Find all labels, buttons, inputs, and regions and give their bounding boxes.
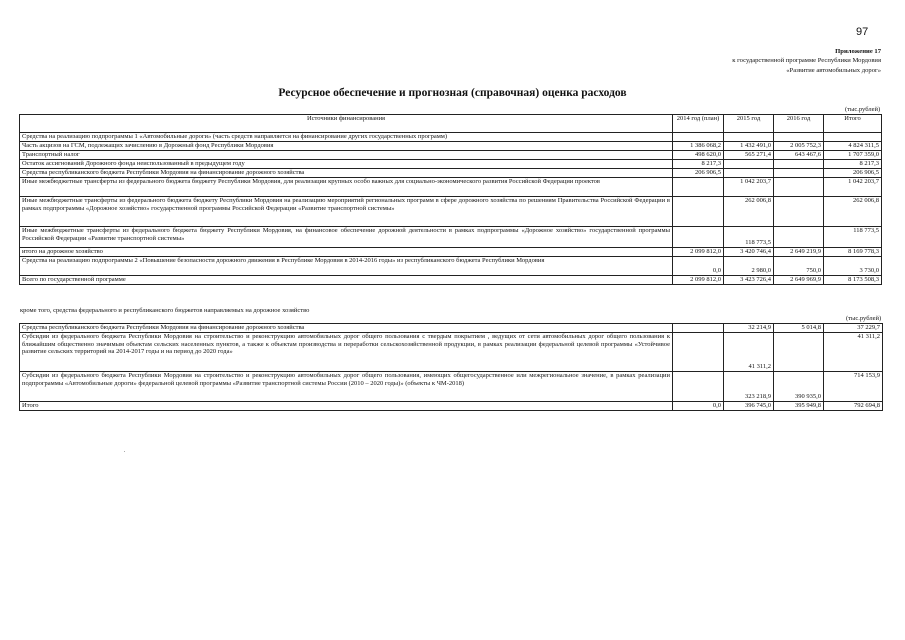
cell-2015: 262 006,8 (724, 197, 774, 227)
table-row (20, 333, 883, 372)
cell-2014 (673, 372, 724, 402)
cell-2016 (774, 169, 824, 178)
row-label: Средства республиканского бюджета Республики Мордовия на финансирование дорожного хозяйства (20, 169, 673, 178)
table-row (20, 248, 882, 257)
cell-2016: 390 935,0 (774, 372, 824, 402)
row-label: Средства на реализацию подпрограммы 2 «Повышение безопасности дорожного движения в Республике Мордовия в 2014-2016 годы» из республиканского бюджета Республики Мордовия (20, 257, 673, 276)
appendix-subprogram: «Развитие автомобильных дорог» (786, 66, 881, 74)
cell-total: 37 229,7 (824, 324, 883, 333)
row-label: Средства на реализацию подпрограммы 1 «Автомобильные дороги» (часть средств направляется на финансирование других государственных программ) (20, 133, 673, 142)
cell-total: 262 006,8 (824, 197, 882, 227)
table-row (20, 178, 882, 197)
page-number: 97 (856, 26, 869, 38)
row-label: Иные межбюджетные трансферты из федерального бюджета бюджету Республики Мордовия, для реализации крупных особо важных для социально-экономического развития Российской Федерации проектов (20, 178, 673, 197)
table-row (20, 160, 882, 169)
cell-total: 1 707 359,0 (824, 151, 882, 160)
row-label: Часть акцизов на ГСМ, подлежащих зачислению в Дорожный фонд Республики Мордовия (20, 142, 673, 151)
cell-total: 206 906,5 (824, 169, 882, 178)
note-text: кроме того, средства федерального и республиканского бюджетов направляемых на дорожное хозяйство (20, 307, 310, 314)
cell-2014: 2 099 812,0 (673, 276, 724, 285)
row-label: Средства республиканского бюджета Республики Мордовия на финансирование дорожного хозяйства (20, 324, 673, 333)
header-2014: 2014 год (план) (673, 115, 724, 133)
cell-2016: 395 949,8 (774, 402, 824, 411)
cell-2015: 1 042 203,7 (724, 178, 774, 197)
cell-2015: 3 423 726,4 (724, 276, 774, 285)
row-label: Остаток ассигнований Дорожного фонда неиспользованный в предыдущем году (20, 160, 673, 169)
appendix-block (732, 47, 881, 75)
cell-2014 (673, 333, 724, 372)
cell-2015: 118 773,5 (724, 227, 774, 248)
cell-2015 (724, 169, 774, 178)
cell-total: 1 042 203,7 (824, 178, 882, 197)
cell-2016 (774, 160, 824, 169)
cell-2015: 565 271,4 (724, 151, 774, 160)
row-label: Субсидии из федерального бюджета Республики Мордовия на строительство и реконструкцию автомобильных дорог общего пользования, имеющих общегосударственное или межрегиональное значение, в рамках реализации подпрограммы «Автомобильные дороги» федеральной целевой программы «Развитие транспортной системы России (2010 – 2020 годы)» (объекты к ЧМ-2018) (20, 372, 673, 402)
cell-2015: 32 214,9 (724, 324, 774, 333)
table-row (20, 227, 882, 248)
cell-total: 3 730,0 (824, 257, 882, 276)
funding-table (19, 114, 882, 285)
cell-total: 118 773,5 (824, 227, 882, 248)
table-row (20, 276, 882, 285)
additional-funding-table (19, 323, 883, 411)
row-label: Итого (20, 402, 673, 411)
row-label: Всего по государственной программе (20, 276, 673, 285)
cell-total: 4 824 311,5 (824, 142, 882, 151)
header-total: Итого (824, 115, 882, 133)
cell-total: 41 311,2 (824, 333, 883, 372)
cell-2015: 1 432 491,0 (724, 142, 774, 151)
cell-2014: 2 099 812,0 (673, 248, 724, 257)
unit-label-2: (тыс.рублей) (846, 315, 882, 322)
cell-2016: 643 467,6 (774, 151, 824, 160)
cell-2016: 5 014,8 (774, 324, 824, 333)
cell-2016 (774, 197, 824, 227)
cell-2015 (724, 160, 774, 169)
cell-2014: 498 620,0 (673, 151, 724, 160)
row-label: Субсидии из федерального бюджета Республики Мордовия на строительство и реконструкцию автомобильных дорог общего пользования с твердым покрытием , ведущих от сети автомобильных дорог общего пользования к ближайшим общественно значимым объектам сельских населенных пунктов, а также к объектам производства и переработки сельскохозяйственной продукции, в рамках реализации федеральной целевой программы «Устойчивое развитие сельских территорий на 2014-2017 годы и на период до 2020 года» (20, 333, 673, 372)
cell-2016: 2 005 752,3 (774, 142, 824, 151)
cell-2014 (673, 178, 724, 197)
cell-2016: 2 649 969,9 (774, 276, 824, 285)
cell-2014: 1 386 068,2 (673, 142, 724, 151)
table-row (20, 151, 882, 160)
cell-2016: 2 649 219,9 (774, 248, 824, 257)
row-label: Иные межбюджетные трансферты из федерального бюджета бюджету Республики Мордовия на реализацию мероприятий региональных программ в сфере дорожного хозяйства по решениям Правительства Российской Федерации в рамках подпрограммы «Дорожное хозяйство» государственной программы Российской Федерации «Развитие транспортной системы» (20, 197, 673, 227)
table-row (20, 133, 882, 142)
header-2015: 2015 год (724, 115, 774, 133)
table-row (20, 257, 882, 276)
cell-2016 (774, 227, 824, 248)
cell-2015: 323 218,9 (724, 372, 774, 402)
table-row (20, 372, 883, 402)
cell-2016 (774, 178, 824, 197)
cell-2016 (774, 333, 824, 372)
cell-2014 (673, 324, 724, 333)
row-label: Транспортный налог (20, 151, 673, 160)
header-2016: 2016 год (774, 115, 824, 133)
table-row (20, 324, 883, 333)
scan-speck (124, 451, 125, 452)
cell-total: 8 217,3 (824, 160, 882, 169)
cell-2015: 41 311,2 (724, 333, 774, 372)
row-label: Иные межбюджетные трансферты из федерального бюджета бюджету Республики Мордовия, на финансовое обеспечение дорожной деятельности в рамках подпрограммы «Дорожное хозяйство» государственной программы Российской Федерации «Развитие транспортной системы» (20, 227, 673, 248)
cell-2014: 206 906,5 (673, 169, 724, 178)
table-row (20, 402, 883, 411)
cell-2016: 750,0 (774, 257, 824, 276)
table-row (20, 197, 882, 227)
cell-2015: 3 420 746,4 (724, 248, 774, 257)
cell-2014: 8 217,3 (673, 160, 724, 169)
cell-2014: 0,0 (673, 402, 724, 411)
cell-total: 714 153,9 (824, 372, 883, 402)
appendix-number: Приложение 17 (835, 48, 881, 55)
cell-2014 (673, 197, 724, 227)
cell-2014 (673, 227, 724, 248)
cell-total: 792 694,8 (824, 402, 883, 411)
header-source: Источники финансирования (20, 115, 673, 133)
table-header-row (20, 115, 882, 133)
unit-label-1: (тыс.рублей) (845, 106, 881, 113)
appendix-program: к государственной программе Республики Мордовия (732, 57, 881, 65)
page-title: Ресурсное обеспечение и прогнозная (справочная) оценка расходов (278, 87, 627, 99)
cell-2016 (774, 133, 824, 142)
cell-2014 (673, 133, 724, 142)
table-row (20, 142, 882, 151)
table-row (20, 169, 882, 178)
cell-total: 8 169 778,3 (824, 248, 882, 257)
cell-total (824, 133, 882, 142)
cell-2015: 2 980,0 (724, 257, 774, 276)
cell-total: 8 173 508,3 (824, 276, 882, 285)
cell-2015: 396 745,0 (724, 402, 774, 411)
cell-2014: 0,0 (673, 257, 724, 276)
cell-2015 (724, 133, 774, 142)
row-label: итого на дорожное хозяйство (20, 248, 673, 257)
